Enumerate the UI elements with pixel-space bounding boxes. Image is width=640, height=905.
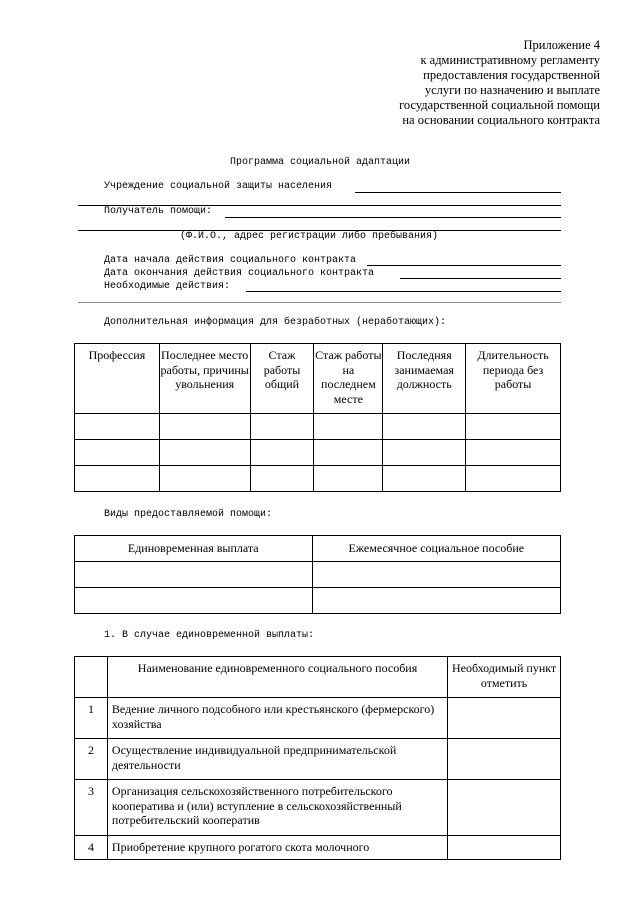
row-mark-cell[interactable]	[448, 739, 561, 780]
table-row	[75, 588, 561, 614]
aid-types-caption: Виды предоставляемой помощи:	[104, 509, 273, 520]
row-number: 3	[75, 780, 108, 836]
table-cell[interactable]	[75, 414, 160, 440]
row-benefit-name: Приобретение крупного рогатого скота молочного	[107, 836, 447, 860]
lump-sum-caption: 1. В случае единовременной выплаты:	[104, 630, 315, 641]
header-benefit-name: Наименование единовременного социального пособия	[107, 657, 447, 698]
table-row	[75, 466, 561, 492]
header-unemployment-duration: Длительность периода без работы	[466, 344, 561, 414]
table-cell[interactable]	[383, 466, 466, 492]
table-row	[75, 440, 561, 466]
table-cell[interactable]	[159, 440, 250, 466]
actions-field-line[interactable]	[246, 291, 561, 292]
row-mark-cell[interactable]	[448, 780, 561, 836]
row-number: 4	[75, 836, 108, 860]
table-header-row	[75, 536, 561, 562]
appendix-line: на основании социального контракта	[402, 113, 600, 127]
start-date-label: Дата начала действия социального контракта	[104, 255, 357, 266]
header-profession: Профессия	[75, 344, 160, 414]
unemployed-caption: Дополнительная информация для безработных (неработающих):	[104, 317, 447, 328]
institution-field-line[interactable]	[355, 192, 561, 193]
table-header-row	[75, 657, 561, 698]
table-cell[interactable]	[250, 440, 314, 466]
header-total-experience: Стаж работы общий	[250, 344, 314, 414]
table-cell[interactable]	[383, 440, 466, 466]
lump-sum-table	[74, 656, 561, 860]
end-date-field-line[interactable]	[400, 278, 561, 279]
table-cell[interactable]	[314, 414, 383, 440]
appendix-header	[399, 38, 600, 128]
recipient-label: Получатель помощи:	[104, 206, 213, 217]
table-row	[75, 836, 561, 860]
table-header-row	[75, 344, 561, 414]
table-row	[75, 562, 561, 588]
header-last-experience: Стаж работы на последнем месте	[314, 344, 383, 414]
header-last-job: Последнее место работы, причины увольнения	[159, 344, 250, 414]
appendix-line: предоставления государственной	[423, 68, 600, 82]
row-benefit-name: Ведение личного подсобного или крестьянского (фермерского) хозяйства	[107, 698, 447, 739]
aid-types-table	[74, 535, 561, 614]
actions-label: Необходимые действия:	[104, 281, 231, 292]
section-divider	[78, 302, 561, 303]
appendix-line: услуги по назначению и выплате	[424, 83, 600, 97]
table-row	[75, 780, 561, 836]
recipient-field-line[interactable]	[225, 217, 561, 218]
row-number: 1	[75, 698, 108, 739]
table-cell[interactable]	[159, 414, 250, 440]
table-cell[interactable]	[312, 588, 560, 614]
table-cell[interactable]	[466, 466, 561, 492]
header-number	[75, 657, 108, 698]
end-date-label: Дата окончания действия социального контракта	[104, 268, 375, 279]
appendix-line: государственной социальной помощи	[399, 98, 600, 112]
table-row	[75, 698, 561, 739]
appendix-line: к административному регламенту	[420, 53, 600, 67]
table-cell[interactable]	[466, 414, 561, 440]
table-cell[interactable]	[383, 414, 466, 440]
header-monthly-benefit: Ежемесячное социальное пособие	[312, 536, 560, 562]
table-row	[75, 739, 561, 780]
row-benefit-name: Осуществление индивидуальной предпринимательской деятельности	[107, 739, 447, 780]
table-cell[interactable]	[75, 440, 160, 466]
table-cell[interactable]	[75, 562, 313, 588]
table-cell[interactable]	[250, 466, 314, 492]
row-mark-cell[interactable]	[448, 836, 561, 860]
row-mark-cell[interactable]	[448, 698, 561, 739]
recipient-hint: (Ф.И.О., адрес регистрации либо пребывания)	[180, 231, 439, 242]
table-cell[interactable]	[314, 440, 383, 466]
header-mark: Необходимый пункт отметить	[448, 657, 561, 698]
table-cell[interactable]	[314, 466, 383, 492]
institution-label: Учреждение социальной защиты населения	[104, 181, 333, 192]
unemployed-table	[74, 343, 561, 492]
table-cell[interactable]	[250, 414, 314, 440]
header-lump-sum: Единовременная выплата	[75, 536, 313, 562]
table-cell[interactable]	[75, 588, 313, 614]
table-cell[interactable]	[312, 562, 560, 588]
row-benefit-name: Организация сельскохозяйственного потребительского кооператива и (или) вступление в сельскохозяйственный потребительский кооператив	[107, 780, 447, 836]
table-row	[75, 414, 561, 440]
header-last-position: Последняя занимаемая должность	[383, 344, 466, 414]
table-cell[interactable]	[75, 466, 160, 492]
row-number: 2	[75, 739, 108, 780]
table-cell[interactable]	[466, 440, 561, 466]
start-date-field-line[interactable]	[367, 265, 561, 266]
appendix-line: Приложение 4	[523, 38, 600, 52]
table-cell[interactable]	[159, 466, 250, 492]
program-title: Программа социальной адаптации	[229, 157, 411, 168]
